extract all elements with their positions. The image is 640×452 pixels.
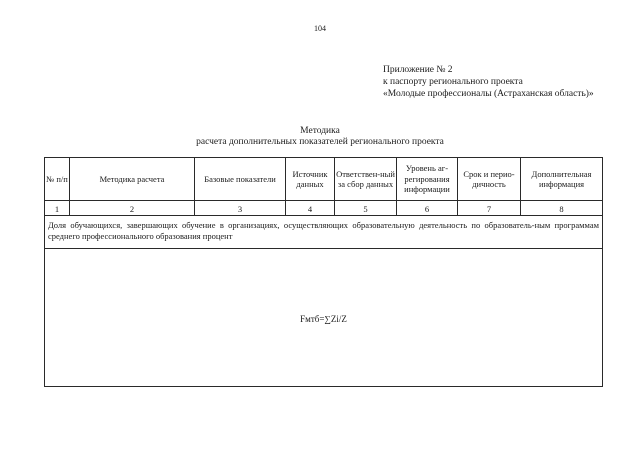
column-number: 6 <box>424 203 430 214</box>
row-divider <box>45 248 602 249</box>
column-number: 2 <box>129 203 135 214</box>
appendix-reference: к паспорту регионального проекта <box>383 77 523 87</box>
header-cell-base-indicators: Базовые показатели <box>204 173 276 184</box>
header-cell-aggregation-level: Уровень аг-регирования информации <box>404 163 450 195</box>
appendix-heading <box>383 64 594 100</box>
header-cell-number: № п/п <box>46 173 68 184</box>
appendix-number: Приложение № 2 <box>383 65 453 75</box>
column-number: 5 <box>363 203 368 214</box>
methodology-table <box>44 157 603 387</box>
calculation-formula: Fмтб=∑Zi/Z <box>300 314 347 324</box>
header-cell-data-source: Источник данных <box>292 168 328 189</box>
header-cell-responsible: Ответствен-ный за сбор данных <box>336 168 395 189</box>
appendix-project-name: «Молодые профессионалы (Астраханская область)» <box>383 89 594 99</box>
column-number: 1 <box>54 203 60 214</box>
document-title-main: Методика <box>300 126 340 136</box>
header-cell-additional-info: Дополнительная информация <box>531 168 592 189</box>
indicator-description: Доля обучающихся, завершающих обучение в организациях, осуществляющих образовательную деятельность по образователь-ным программам среднего профессионального образования процент <box>48 220 599 241</box>
document-title <box>0 126 640 148</box>
column-number: 7 <box>486 203 492 214</box>
column-number: 8 <box>559 203 564 214</box>
column-number: 3 <box>237 203 243 214</box>
header-cell-period: Срок и перио-дичность <box>463 168 515 189</box>
column-number: 4 <box>307 203 313 214</box>
page-number: 104 <box>314 24 326 33</box>
document-title-subtitle: расчета дополнительных показателей регионального проекта <box>196 137 444 147</box>
header-cell-method: Методика расчета <box>99 173 165 184</box>
